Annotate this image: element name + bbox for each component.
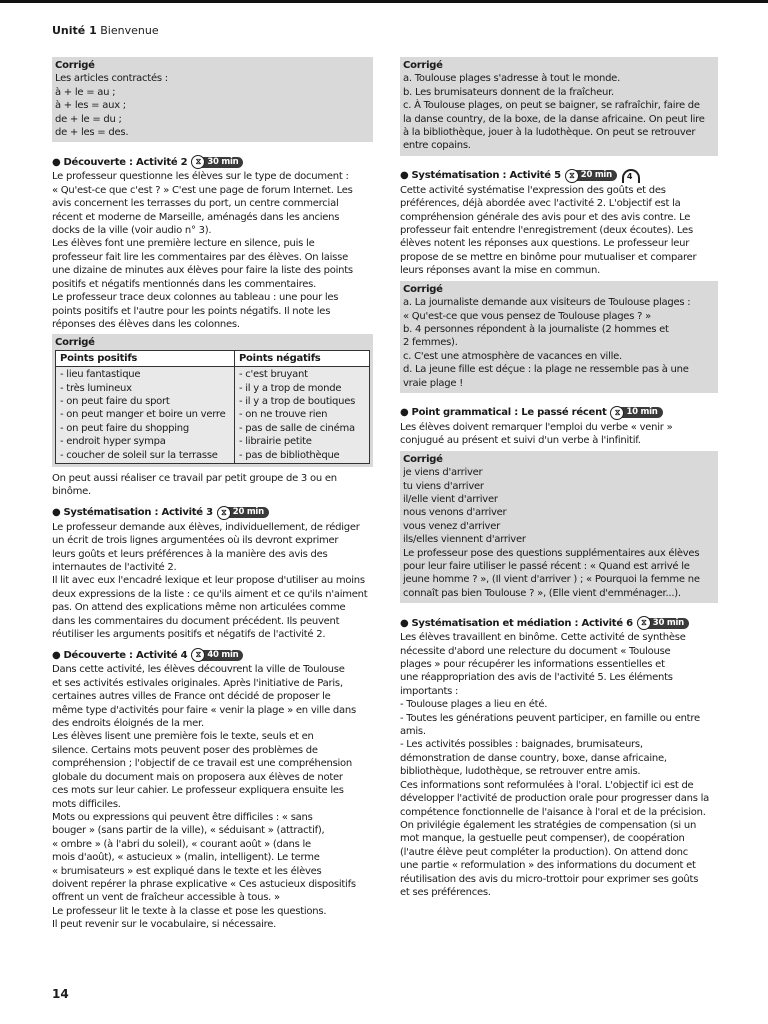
text-line: - très lumineux [60, 382, 132, 394]
corrige-title: Corrigé [403, 453, 443, 465]
section-body [400, 421, 718, 448]
text-line: amis. [400, 726, 426, 738]
text-line: Dans cette activité, les élèves découvrent la ville de Toulouse [52, 664, 345, 676]
text-line: certaines autres villes de France ont décidé de proposer le [52, 691, 331, 703]
positive-list [60, 368, 230, 462]
text-line: Ces informations sont reformulées à l'oral. L'objectif ici est de [400, 779, 694, 791]
text-line: - on ne trouve rien [238, 409, 328, 421]
text-line: il/elle vient d'arriver [403, 493, 498, 505]
text-line: ces mots sur leur cahier. Le professeur expliquera ensuite les [52, 785, 344, 797]
text-line: « Qu'est-ce que vous pensez de Toulouse plages ? » [403, 310, 651, 322]
corrige-box [52, 57, 373, 142]
bullet-icon: ● [400, 617, 409, 629]
text-line: c. C'est une atmosphère de vacances en ville. [403, 350, 622, 362]
text-line: et ses activités estivales originales. Après l'initiative de Paris, [52, 677, 343, 689]
text-line: un écrit de trois lignes argumentées où ils devront exprimer [52, 535, 339, 547]
corrige-lines [403, 72, 715, 152]
text-line: leurs réponses avant la mise en commun. [400, 265, 600, 277]
text-line: tu viens d'arriver [403, 480, 484, 492]
text-line: vous venez d'arriver [403, 520, 500, 532]
section-passe-recent [400, 405, 718, 448]
text-line: leurs goûts et leurs préférences à la manière des avis des [52, 548, 328, 560]
section-activite-5 [400, 168, 718, 278]
text-line: docks de la ville (voir audio n° 3). [52, 225, 212, 237]
text-line: Les élèves lisent une première fois le texte, seuls et en [52, 731, 314, 743]
bullet-icon: ● [52, 507, 61, 519]
unit-title: Bienvenue [100, 24, 159, 37]
section-body [400, 184, 718, 278]
text-line: On peut aussi réaliser ce travail par petit groupe de 3 ou en [52, 472, 337, 484]
corrige-title: Corrigé [55, 337, 95, 349]
section-heading [400, 405, 718, 421]
bullet-icon: ● [400, 170, 409, 182]
text-line: « brumisateurs » est expliqué dans le texte et les élèves [52, 865, 322, 877]
text-line: une réappropriation des avis de l'activité 5. Les éléments [400, 672, 673, 684]
section-heading [52, 647, 373, 663]
column-header-positive: Points positifs [56, 350, 235, 366]
text-line: professeur fait entendre l'enregistrement (deux écoutes). Les [400, 225, 693, 237]
unit-label: Unité 1 [52, 24, 97, 37]
text-line: - lieu fantastique [60, 369, 141, 381]
section-heading [400, 615, 718, 631]
text-line: internautes de l'activité 2. [52, 562, 177, 573]
text-line: plages » pour récupérer les informations essentielles et [400, 659, 665, 671]
section-heading [400, 168, 718, 184]
text-line: - pas de salle de cinéma [238, 422, 355, 434]
text-line: points positifs et l'autre pour les points négatifs. Il note les [52, 305, 331, 317]
text-line: avis concernent les terrasses du port, un centre commercial [52, 198, 339, 210]
section-title: Découverte : Activité 4 [63, 649, 188, 661]
text-line: la danse country, de la boxe, de la danse africaine. On peut lire [403, 113, 705, 125]
text-line: de + le = du ; [55, 113, 122, 125]
bullet-icon: ● [52, 649, 61, 661]
text-line: b. Les brumisateurs donnent de la fraîcheur. [403, 86, 614, 98]
text-line: nécessite d'abord une relecture du document « Toulouse [400, 645, 671, 657]
text-line: binôme. [52, 486, 91, 498]
section-activite-6 [400, 615, 718, 899]
text-line: vraie plage ! [403, 377, 463, 389]
section-title: Systématisation : Activité 5 [411, 170, 561, 182]
section-body [52, 521, 373, 642]
text-line: Cette activité systématise l'expression des goûts et des [400, 184, 666, 196]
page-number: 14 [52, 987, 69, 1001]
duration-label: 20 min [225, 507, 269, 518]
page-header [52, 24, 159, 37]
text-line: a. La journaliste demande aux visiteurs de Toulouse plages : [403, 297, 691, 309]
text-line: - on peut faire du shopping [60, 422, 189, 434]
hourglass-icon: ⧖ [217, 506, 231, 520]
text-line: élèves notent les réponses aux questions. Le professeur leur [400, 238, 690, 250]
text-line: propose de se mettre en binôme pour mutualiser et comparer [400, 251, 697, 263]
left-column [52, 55, 373, 932]
text-line: importants : [400, 685, 459, 697]
text-line: nous venons d'arriver [403, 507, 507, 519]
text-line: - c'est bruyant [238, 369, 308, 381]
text-line: réutilisation des avis du micro-trottoir pour exprimer ses goûts [400, 873, 699, 885]
points-table [55, 350, 370, 464]
corrige-lines [403, 296, 715, 390]
text-line: compréhension générale des avis pour et des avis contre. Le [400, 211, 691, 223]
bullet-icon: ● [52, 156, 61, 168]
positive-points-cell [56, 367, 235, 464]
text-line: pour leur faire utiliser le passé récent : « Quand est arrivé le [403, 561, 690, 572]
section-body [52, 663, 373, 931]
section-title: Découverte : Activité 2 [63, 156, 188, 168]
hourglass-icon: ⧖ [565, 169, 579, 183]
text-line: doivent repérer la phrase explicative « Ces astucieux dispositifs [52, 878, 356, 890]
text-line: « ombre » (à l'abri du soleil), « courant août » (dans le [52, 838, 311, 850]
hourglass-icon: ⧖ [191, 155, 205, 169]
text-line: dans les commentaires du document précédent. Ils peuvent [52, 615, 340, 627]
text-line: globale du document mais on proposera aux élèves de noter [52, 771, 343, 783]
hourglass-icon: ⧖ [637, 616, 651, 630]
hourglass-icon: ⧖ [610, 406, 624, 420]
duration-label: 40 min [199, 650, 243, 661]
section-activite-3 [52, 505, 373, 642]
section-heading [52, 505, 373, 521]
corrige-box [400, 451, 718, 603]
text-line: réutiliser les arguments positifs et négatifs de l'activité 2. [52, 629, 326, 641]
text-line: c. À Toulouse plages, on peut se baigner, se rafraîchir, faire de [403, 100, 700, 112]
text-line: conjugué au présent et suivi d'un verbe à l'infinitif. [400, 435, 641, 447]
text-line: compétence fonctionnelle de l'aisance à l'oral et de la précision. [400, 806, 706, 818]
section-body [52, 170, 373, 331]
text-line: Le professeur questionne les élèves sur le type de document : [52, 171, 349, 183]
text-line: - on peut manger et boire un verre [60, 409, 226, 421]
timer-badge [610, 407, 662, 419]
text-line: ils/elles viennent d'arriver [403, 534, 526, 546]
text-line: - Les activités possibles : baignades, brumisateurs, [400, 739, 643, 751]
text-line: mois d'août), « astucieux » (malin, intelligent). Le terme [52, 852, 320, 864]
section-heading [52, 154, 373, 170]
negative-points-cell [234, 367, 369, 464]
corrige-box [400, 57, 718, 156]
section-title: Systématisation : Activité 3 [63, 507, 213, 519]
hourglass-icon: ⧖ [191, 648, 205, 662]
text-line: Les élèves doivent remarquer l'emploi du verbe « venir » [400, 421, 673, 433]
text-line: deux expressions de la liste : ce qu'ils aiment et ce qu'ils n'aiment [52, 588, 368, 600]
text-line: - Toulouse plages a lieu en été. [400, 699, 548, 711]
text-line: pas. On attend des explications même non articulées comme [52, 602, 346, 614]
corrige-box [400, 281, 718, 393]
text-line: à la bibliothèque, jouer à la ludothèque. On peut se retrouver [403, 127, 696, 139]
text-line: (l'autre élève peut compléter la production). On attend donc [400, 846, 689, 858]
text-line: a. Toulouse plages s'adresse à tout le monde. [403, 73, 621, 85]
text-line: - librairie petite [238, 436, 312, 448]
text-line: mot manque, la gestuelle peut compenser), de coopération [400, 833, 685, 845]
text-line: Il lit avec eux l'encadré lexique et leur propose d'utiliser au moins [52, 575, 365, 587]
corrige-lines [55, 72, 370, 139]
text-line: d. La jeune fille est déçue : la plage ne ressemble pas à une [403, 364, 689, 376]
text-line: préférences, déjà abordée avec l'activité 2. L'objectif est la [400, 198, 681, 210]
timer-badge [217, 507, 269, 519]
top-rule [0, 0, 768, 3]
text-line: silence. Certains mots peuvent poser des problèmes de [52, 744, 318, 756]
text-line: Le professeur trace deux colonnes au tableau : une pour les [52, 292, 339, 304]
text-line: à + le = au ; [55, 86, 116, 98]
text-line: Les articles contractés : [55, 73, 168, 85]
text-line: récent et moderne de Marseille, aménagés dans les anciens [52, 211, 340, 223]
section-activite-4 [52, 647, 373, 931]
text-line: à + les = aux ; [55, 100, 126, 112]
text-line: - pas de bibliothèque [238, 449, 340, 461]
duration-label: 10 min [618, 407, 662, 418]
text-line: - il y a trop de monde [238, 382, 342, 394]
text-line: je viens d'arriver [403, 467, 483, 479]
text-line: - il y a trop de boutiques [238, 395, 356, 407]
text-line: b. 4 personnes répondent à la journaliste (2 hommes et [403, 323, 669, 335]
timer-badge [191, 156, 243, 168]
audio-track-number: 4 [626, 171, 633, 181]
duration-label: 30 min [645, 618, 689, 629]
section-activite-2 [52, 154, 373, 331]
text-line: bibliothèque, ludothèque, se retrouver entre amis. [400, 766, 641, 778]
corrige-title: Corrigé [403, 283, 443, 295]
headphones-icon [622, 168, 646, 184]
corrige-title: Corrigé [403, 60, 443, 71]
bullet-icon: ● [400, 407, 409, 419]
text-line: Mots ou expressions qui peuvent être difficiles : « sans [52, 811, 313, 823]
right-column [400, 55, 718, 899]
text-line: et ses préférences. [400, 886, 491, 898]
corrige-lines [403, 466, 715, 600]
timer-badge [637, 617, 689, 629]
section-body [400, 631, 718, 899]
text-line: connaît pas bien Toulouse ? », (Elle vient d'emménager...). [403, 587, 681, 599]
section-title: Systématisation et médiation : Activité 6 [411, 617, 633, 629]
text-line: Les élèves travaillent en binôme. Cette activité de synthèse [400, 632, 686, 644]
text-line: développer l'activité de production orale pour progresser dans la [400, 793, 709, 805]
text-line: Il peut revenir sur le vocabulaire, si nécessaire. [52, 919, 277, 931]
text-line: une partie « reformulation » des informations du document et [400, 860, 696, 872]
text-line: démonstration de danse country, boxe, danse africaine, [400, 752, 667, 764]
text-line: On privilégie également les stratégies de compensation (si un [400, 819, 697, 831]
timer-badge [191, 649, 243, 661]
text-line: offrent un vent de fraîcheur accessible à tous. » [52, 892, 280, 904]
table-note [52, 472, 373, 499]
text-line: positifs et négatifs mentionnés dans les commentaires. [52, 278, 317, 290]
text-line: compréhension ; l'objectif de ce travail est une compréhension [52, 758, 353, 770]
text-line: des endroits éloignés de la mer. [52, 718, 204, 730]
text-line: Le professeur demande aux élèves, individuellement, de rédiger [52, 521, 360, 533]
duration-label: 20 min [573, 170, 617, 181]
text-line: réponses des élèves dans les colonnes. [52, 318, 240, 330]
text-line: mots difficiles. [52, 798, 121, 810]
text-line: Les élèves font une première lecture en silence, puis le [52, 238, 315, 250]
text-line: jeune homme ? », (Il vient d'arriver ) ; « Pourquoi la femme ne [403, 574, 700, 586]
text-line: - endroit hyper sympa [60, 436, 166, 448]
text-line: Le professeur lit le texte à la classe et pose les questions. [52, 905, 327, 917]
text-line: professeur fait lire les commentaires par des élèves. On laisse [52, 251, 348, 263]
negative-list [239, 368, 365, 462]
text-line: bouger » (sans partir de la ville), « séduisant » (attractif), [52, 825, 325, 837]
text-line: « Qu'est-ce que c'est ? » C'est une page de forum Internet. Les [52, 184, 353, 196]
duration-label: 30 min [199, 157, 243, 168]
corrige-table-box [52, 334, 373, 467]
timer-badge [565, 170, 617, 182]
text-line: de + les = des. [55, 127, 129, 139]
text-line: - Toutes les générations peuvent participer, en famille ou entre [400, 712, 700, 724]
text-line: entre copains. [403, 140, 471, 152]
section-title: Point grammatical : Le passé récent [411, 407, 607, 419]
text-line: une dizaine de minutes aux élèves pour faire la liste des points [52, 265, 353, 277]
column-header-negative: Points négatifs [234, 350, 369, 366]
text-line: Le professeur pose des questions supplémentaires aux élèves [403, 547, 700, 559]
text-line: - on peut faire du sport [60, 395, 170, 407]
text-line: même type d'activités pour faire « venir la plage » en ville dans [52, 704, 356, 716]
text-line: 2 femmes). [403, 337, 458, 349]
text-line: - coucher de soleil sur la terrasse [60, 449, 218, 461]
corrige-title: Corrigé [55, 60, 95, 71]
